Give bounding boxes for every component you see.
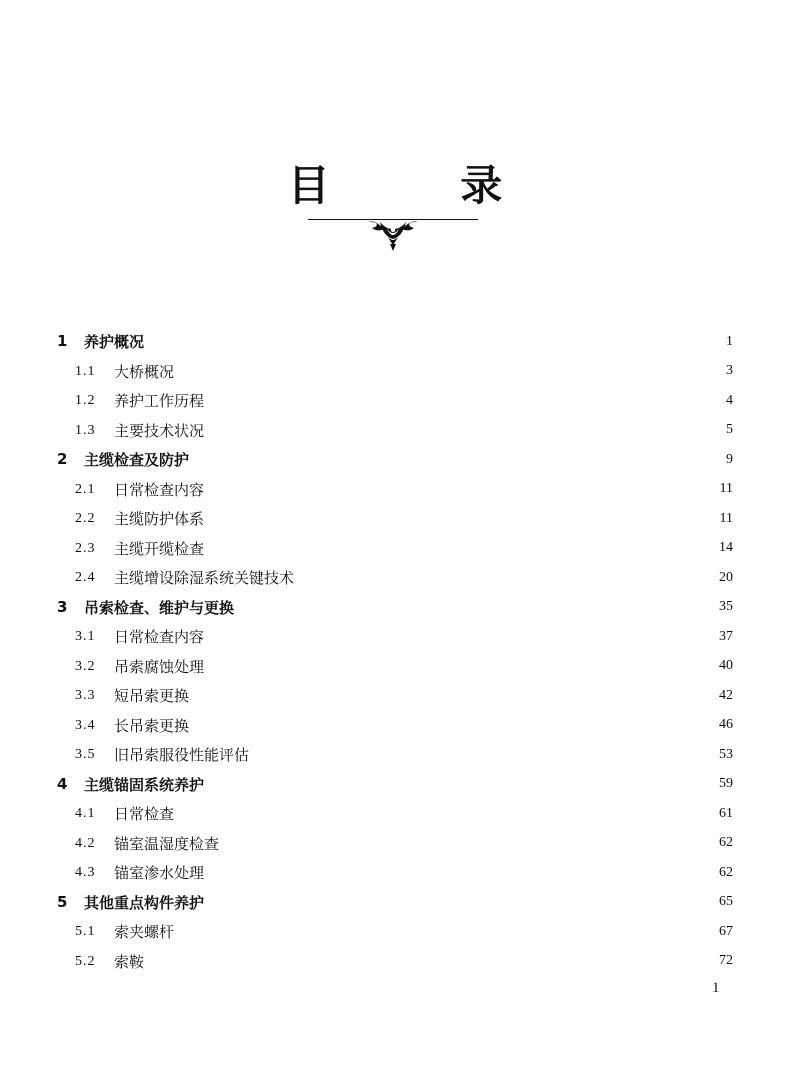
toc-entry-number: 5.1: [75, 924, 96, 939]
dot-leader: [192, 681, 715, 710]
toc-entry-title: 锚室渗水处理: [114, 864, 205, 882]
dot-leader: [237, 593, 715, 622]
dot-leader: [207, 770, 715, 799]
toc-entry-title: 日常检查: [114, 805, 175, 823]
toc-entry-page: 46: [719, 717, 733, 732]
toc-entry-page: 62: [719, 864, 733, 880]
dot-leader: [207, 858, 715, 887]
ornament-icon: [366, 219, 420, 253]
toc-entry-page: 4: [726, 392, 733, 408]
toc-entry-title: 其他重点构件养护: [84, 893, 205, 912]
dot-leader: [297, 563, 715, 592]
toc-section-entry[interactable]: [0, 799, 790, 828]
dot-leader: [177, 357, 722, 386]
toc-entry-number: 4.2: [75, 835, 96, 851]
page-number: 1: [712, 980, 720, 996]
toc-entry-title: 索夹螺杆: [114, 923, 175, 941]
toc-section-entry[interactable]: [0, 652, 790, 681]
toc-entry-page: 72: [719, 953, 733, 968]
toc-entry-title: 锚室温湿度检查: [114, 834, 220, 853]
toc-entry-page: 59: [719, 776, 733, 791]
toc-entry-page: 1: [726, 333, 733, 349]
toc-section-entry[interactable]: [0, 416, 790, 445]
toc-entry-number: 2.2: [75, 511, 96, 526]
page-title: 目 录: [287, 161, 561, 210]
toc-entry-page: 67: [719, 923, 733, 939]
toc-entry-page: 53: [719, 746, 733, 762]
toc-entry-page: 65: [719, 894, 733, 909]
toc-section-entry[interactable]: [0, 475, 790, 504]
toc-entry-title: 长吊索更换: [114, 716, 190, 735]
toc-entry-title: 养护工作历程: [114, 392, 205, 410]
toc-chapter-entry[interactable]: [0, 445, 790, 474]
toc-entry-number: 2.1: [75, 481, 96, 497]
toc-chapter-entry[interactable]: [0, 593, 790, 622]
toc-entry-number: 4: [57, 774, 68, 793]
toc-entry-number: 1: [57, 332, 68, 350]
toc-entry-page: 42: [719, 687, 733, 703]
toc-entry-number: 3.2: [75, 658, 96, 674]
toc-entry-title: 吊索检查、维护与更换: [84, 598, 235, 617]
dot-leader: [207, 888, 715, 917]
toc-entry-page: 61: [719, 805, 733, 821]
toc-entry-number: 1.2: [75, 393, 96, 408]
dot-leader: [222, 829, 715, 858]
toc-entry-title: 主缆锚固系统养护: [84, 775, 205, 794]
toc-entry-number: 1.3: [75, 422, 96, 438]
toc-entry-number: 3.5: [75, 747, 96, 762]
toc-entry-number: 3.4: [75, 717, 96, 733]
toc-entry-page: 9: [726, 451, 733, 467]
toc-entry-title: 主缆检查及防护: [84, 451, 190, 469]
toc-chapter-entry[interactable]: [0, 888, 790, 917]
dot-leader: [207, 504, 716, 533]
toc-entry-page: 5: [726, 422, 733, 437]
toc-section-entry[interactable]: [0, 681, 790, 710]
toc-entry-number: 3.1: [75, 629, 96, 644]
dot-leader: [147, 947, 715, 976]
toc-entry-number: 4.3: [75, 865, 96, 880]
dot-leader: [192, 445, 722, 474]
toc-section-entry[interactable]: [0, 917, 790, 946]
toc-section-entry[interactable]: [0, 386, 790, 415]
toc-section-entry[interactable]: [0, 858, 790, 887]
dot-leader: [252, 740, 715, 769]
toc-entry-number: 3.3: [75, 688, 96, 703]
toc-entry-page: 11: [719, 481, 733, 496]
toc-section-entry[interactable]: [0, 947, 790, 976]
toc-entry-title: 日常检查内容: [114, 480, 205, 499]
toc-entry-number: 2: [57, 450, 68, 468]
toc-entry-title: 主缆增设除湿系统关键技术: [114, 569, 295, 587]
toc-entry-page: 3: [726, 363, 733, 378]
toc-entry-title: 主缆开缆检查: [114, 539, 205, 558]
toc-section-entry[interactable]: [0, 357, 790, 386]
dot-leader: [207, 416, 722, 445]
toc-entry-page: 11: [719, 510, 733, 526]
toc-entry-title: 养护概况: [84, 333, 145, 351]
toc-entry-number: 1.1: [75, 363, 96, 379]
toc-chapter-entry[interactable]: [0, 770, 790, 799]
toc-section-entry[interactable]: [0, 622, 790, 651]
toc-entry-page: 62: [719, 835, 733, 850]
dot-leader: [207, 386, 722, 415]
toc-entry-page: 37: [719, 628, 733, 644]
toc-section-entry[interactable]: [0, 504, 790, 533]
toc-entry-title: 旧吊索服役性能评估: [114, 746, 250, 764]
dot-leader: [207, 475, 716, 504]
dot-leader: [207, 534, 715, 563]
toc-entry-title: 短吊索更换: [114, 687, 190, 705]
toc-entry-number: 5: [57, 892, 68, 911]
toc-entry-title: 吊索腐蚀处理: [114, 657, 205, 676]
toc-entry-number: 4.1: [75, 806, 96, 821]
toc-section-entry[interactable]: [0, 534, 790, 563]
toc-entry-title: 日常检查内容: [114, 628, 205, 646]
toc-entry-number: 2.3: [75, 540, 96, 556]
toc-entry-title: 主要技术状况: [114, 421, 205, 440]
dot-leader: [147, 327, 722, 356]
toc-entry-title: 主缆防护体系: [114, 510, 205, 528]
toc-entry-page: 35: [719, 599, 733, 614]
toc-entry-page: 20: [719, 569, 733, 585]
toc-section-entry[interactable]: [0, 711, 790, 740]
toc-entry-number: 3: [57, 597, 68, 616]
toc-entry-title: 大桥概况: [114, 362, 175, 381]
toc-section-entry[interactable]: [0, 740, 790, 769]
toc-entry-number: 5.2: [75, 953, 96, 969]
toc-entry-page: 14: [719, 540, 733, 555]
toc-section-entry[interactable]: [0, 829, 790, 858]
toc-entry-title: 索鞍: [114, 952, 145, 971]
dot-leader: [177, 917, 715, 946]
toc-chapter-entry[interactable]: [0, 327, 790, 356]
toc-entry-page: 40: [719, 658, 733, 673]
toc-entry-number: 2.4: [75, 570, 96, 585]
dot-leader: [192, 711, 715, 740]
dot-leader: [207, 622, 715, 651]
dot-leader: [207, 652, 715, 681]
dot-leader: [177, 799, 715, 828]
toc-section-entry[interactable]: [0, 563, 790, 592]
